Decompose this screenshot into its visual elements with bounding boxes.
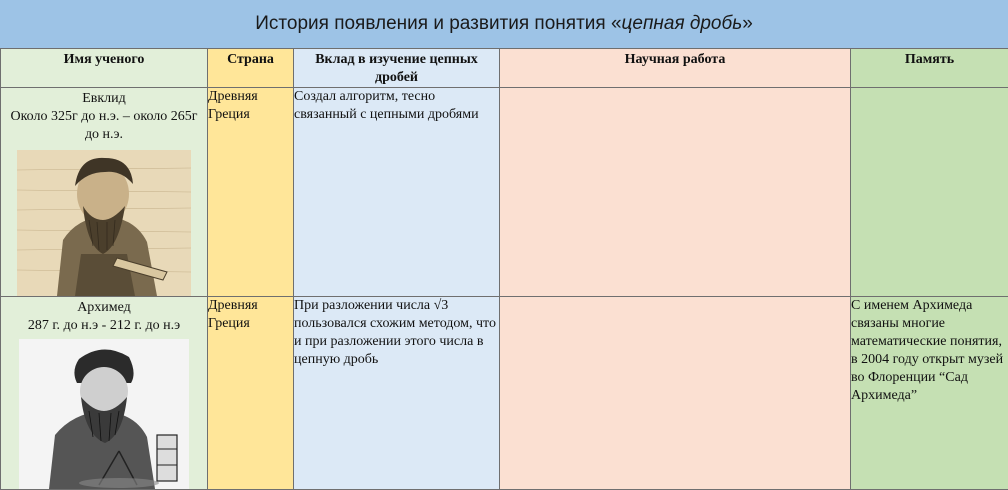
memory-cell [851, 88, 1008, 297]
work-cell [500, 297, 851, 490]
table-row [1, 88, 1008, 297]
name-cell [1, 297, 208, 490]
table-row [1, 297, 1008, 490]
header-memory: Память [851, 49, 1008, 88]
scientists-table [0, 48, 1008, 490]
scientist-name: Евклид [1, 90, 207, 108]
table-title [0, 0, 1008, 49]
header-work: Научная работа [500, 49, 851, 88]
title-end: » [742, 13, 753, 35]
archimedes-portrait [19, 339, 189, 489]
scientist-dates: Около 325г до н.э. – около 265г до н.э. [1, 108, 207, 144]
memory-cell: С именем Архимеда связаны многие математические понятия, в 2004 году открыт музей во Флоренции “Сад Архимеда” [851, 297, 1008, 490]
country-cell: Древняя Греция [208, 88, 294, 297]
title-italic-term: цепная дробь [622, 13, 743, 35]
header-row [1, 49, 1008, 88]
header-contribution: Вклад в изучение цепных дробей [294, 49, 500, 88]
title-text: История появления и развития понятия « [255, 13, 621, 35]
header-name: Имя ученого [1, 49, 208, 88]
scientist-name: Архимед [1, 299, 207, 317]
country-cell: Древняя Греция [208, 297, 294, 490]
contribution-cell: Создал алгоритм, тесно связанный с цепными дробями [294, 88, 500, 297]
work-cell [500, 88, 851, 297]
name-cell [1, 88, 208, 297]
header-country: Страна [208, 49, 294, 88]
scientist-dates: 287 г. до н.э - 212 г. до н.э [1, 317, 207, 335]
contribution-cell: При разложении числа √3 пользовался схожим методом, что и при разложении этого числа в цепную дробь [294, 297, 500, 490]
euclid-portrait [17, 150, 191, 296]
